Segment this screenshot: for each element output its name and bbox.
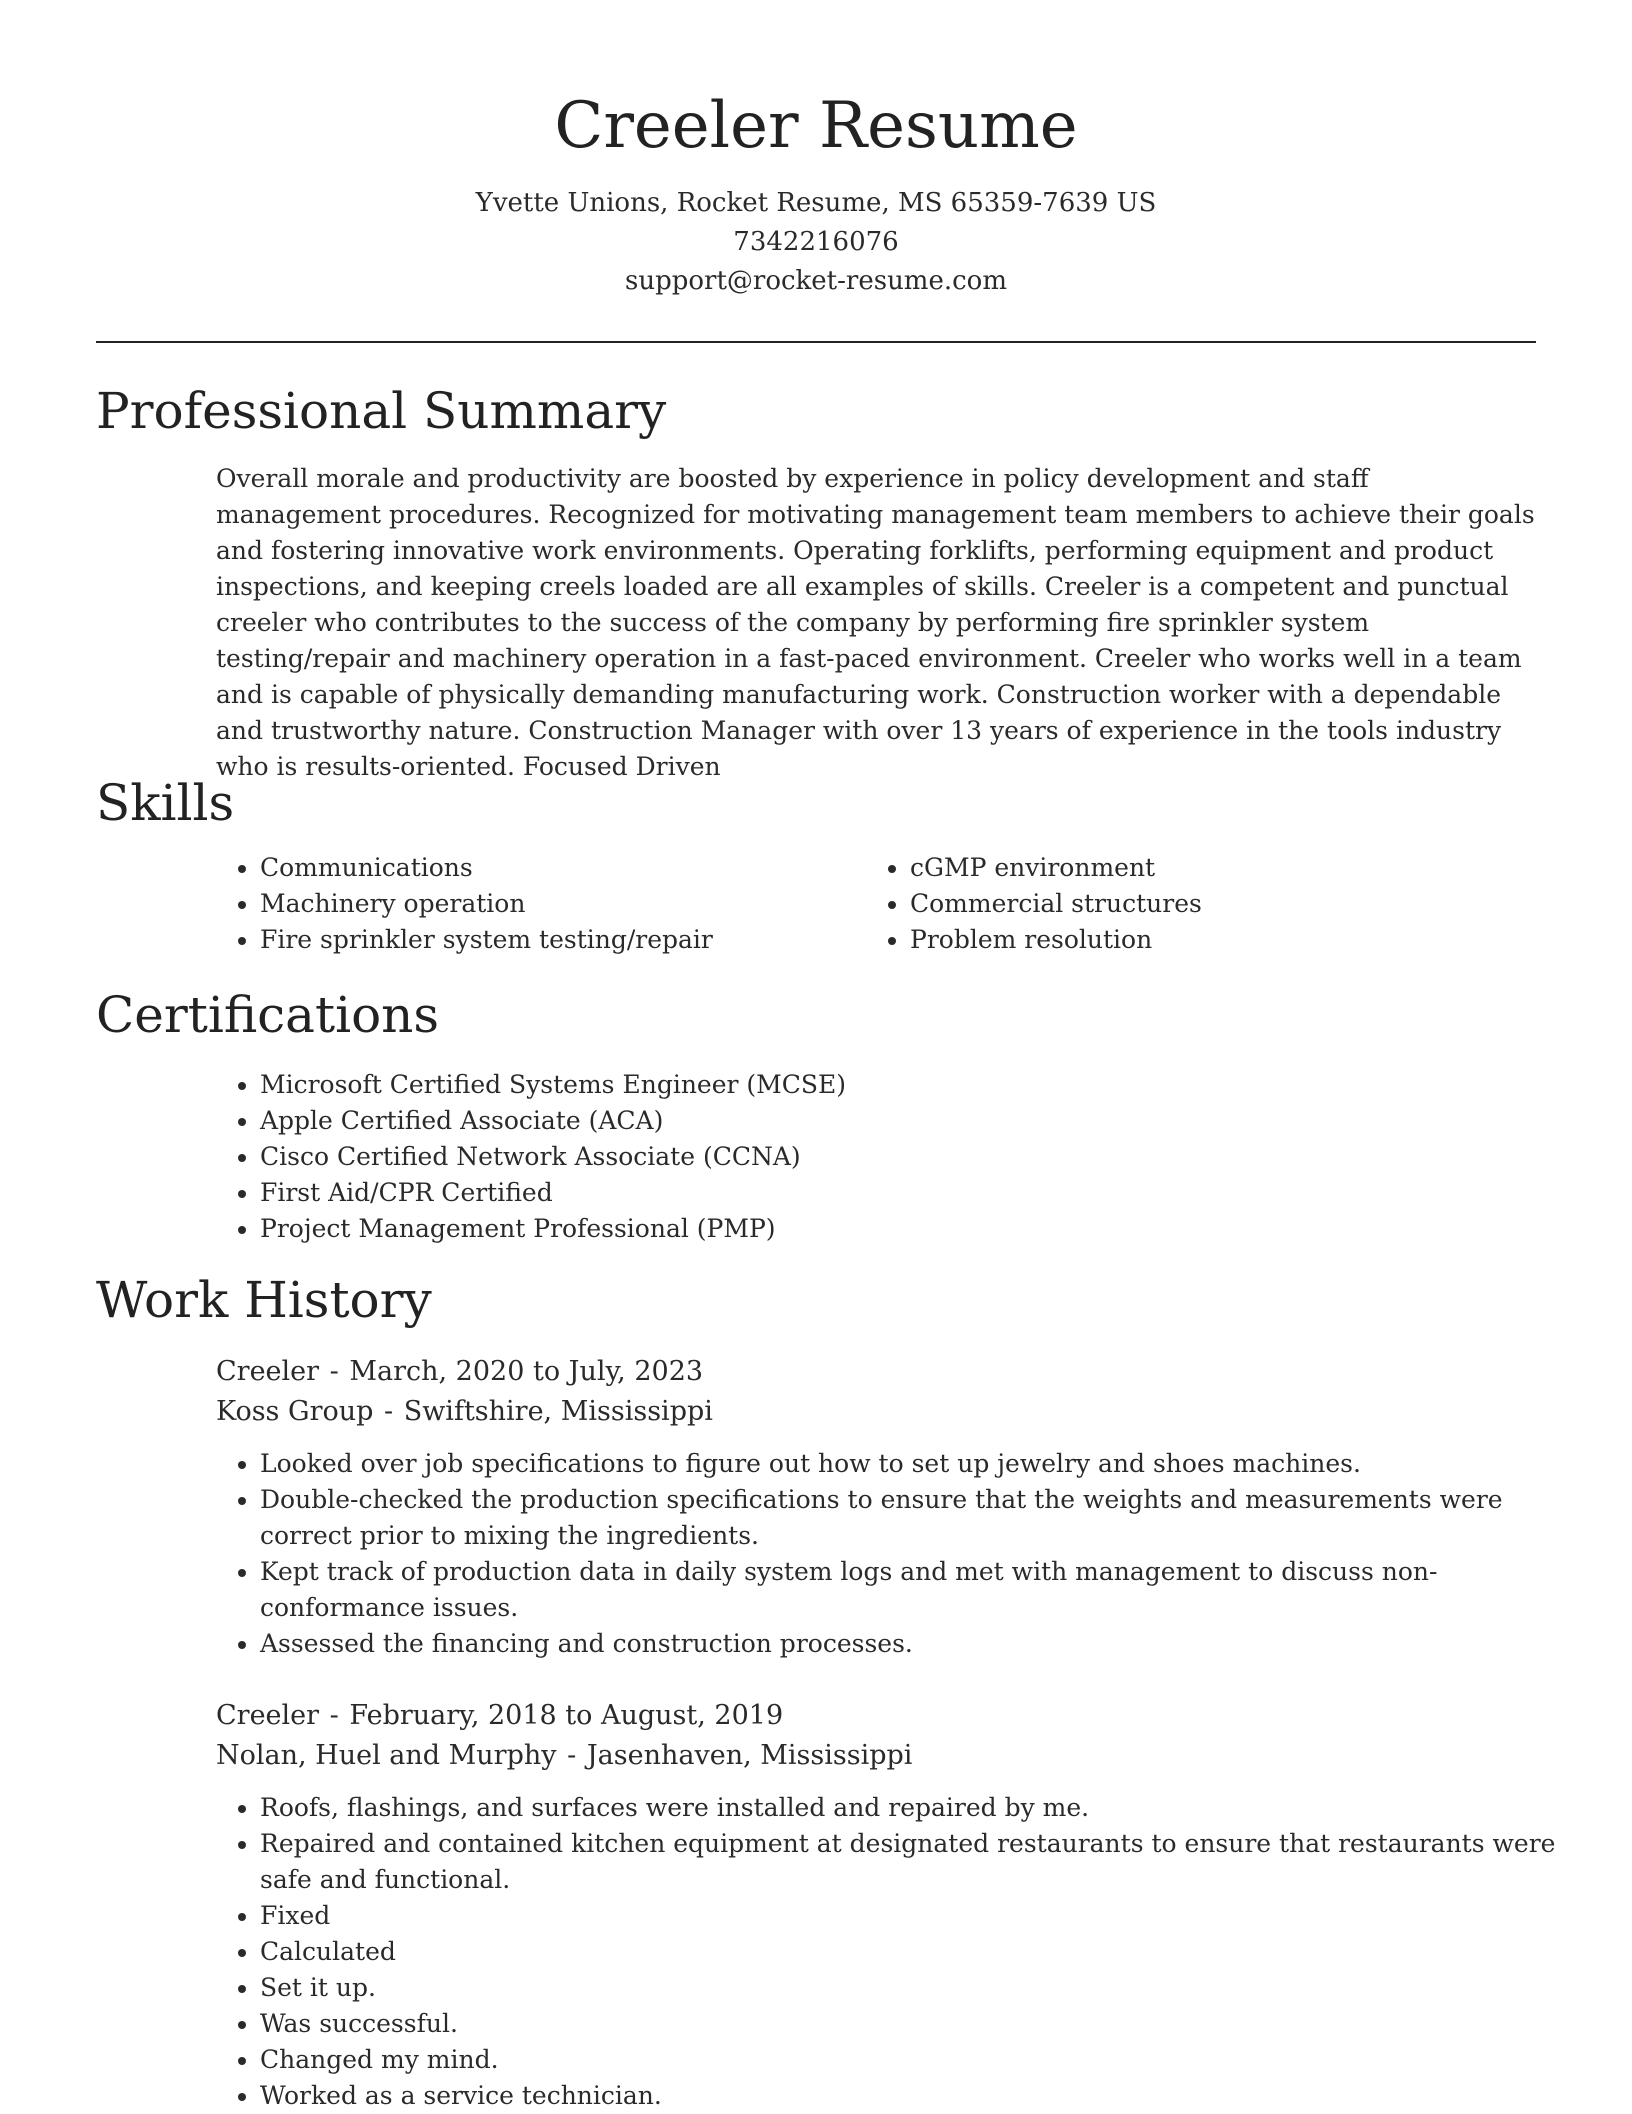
certification-item: • Apple Certified Associate (ACA): [260, 1103, 1580, 1139]
job-bullet: • Set it up.: [260, 1970, 1560, 2006]
job-employer-line: Nolan, Huel and Murphy - Jasenhaven, Mississippi: [216, 1740, 913, 1771]
job-bullet: • Calculated: [260, 1934, 1560, 1970]
resume-name: Creeler Resume: [554, 89, 1078, 163]
header-divider: [96, 341, 1536, 343]
skill-item: • Commercial structures: [910, 886, 1510, 922]
job-title-line: Creeler - March, 2020 to July, 2023: [216, 1356, 704, 1387]
contact-email: support@rocket-resume.com: [624, 266, 1007, 296]
job-location: Jasenhaven, Mississippi: [586, 1740, 913, 1771]
job-bullet: • Double-checked the production specifications to ensure that the weights and measurements were correct prior to mixing the ingredients.: [260, 1482, 1560, 1554]
certifications-heading: Certifications: [96, 986, 440, 1044]
job-dates: March, 2020 to July, 2023: [349, 1356, 704, 1387]
skills-list-right: [866, 850, 1510, 958]
job-company: Nolan, Huel and Murphy: [216, 1740, 557, 1771]
resume-header: [96, 82, 1536, 301]
skills-list-left: [216, 850, 860, 958]
job-bullet: • Looked over job specifications to figure out how to set up jewelry and shoes machines.: [260, 1446, 1560, 1482]
job-bullet: • Repaired and contained kitchen equipment at designated restaurants to ensure that restaurants were safe and functional.: [260, 1826, 1560, 1898]
work-history-heading: Work History: [96, 1271, 432, 1329]
job-role: Creeler: [216, 1700, 320, 1731]
contact-address: Yvette Unions, Rocket Resume, MS 65359-7639 US: [475, 188, 1157, 218]
job-title-line: Creeler - February, 2018 to August, 2019: [216, 1700, 784, 1731]
job-bullets: [216, 1790, 1560, 2114]
summary-heading: Professional Summary: [96, 382, 667, 440]
job-dates: February, 2018 to August, 2019: [349, 1700, 784, 1731]
job-bullet: • Assessed the financing and construction processes.: [260, 1626, 1560, 1662]
certifications-list: [216, 1067, 1580, 1247]
contact-phone: 7342216076: [733, 227, 899, 257]
job-bullet: • Was successful.: [260, 2006, 1560, 2042]
job-bullet: • Kept track of production data in daily system logs and met with management to discuss non-conformance issues.: [260, 1554, 1560, 1626]
skill-item: • Communications: [260, 850, 860, 886]
certification-item: • Project Management Professional (PMP): [260, 1211, 1580, 1247]
job-bullet: • Roofs, flashings, and surfaces were installed and repaired by me.: [260, 1790, 1560, 1826]
certification-item: • First Aid/CPR Certified: [260, 1175, 1580, 1211]
job-bullets: [216, 1446, 1560, 1662]
job-bullet: • Fixed: [260, 1898, 1560, 1934]
job-bullet: • Worked as a service technician.: [260, 2078, 1560, 2114]
certification-item: • Cisco Certified Network Associate (CCNA): [260, 1139, 1580, 1175]
skills-heading: Skills: [96, 774, 235, 832]
skill-item: • Machinery operation: [260, 886, 860, 922]
job-location: Swiftshire, Mississippi: [403, 1396, 713, 1427]
job-employer-line: Koss Group - Swiftshire, Mississippi: [216, 1396, 713, 1427]
job-company: Koss Group: [216, 1396, 374, 1427]
job-role: Creeler: [216, 1356, 320, 1387]
certification-item: • Microsoft Certified Systems Engineer (MCSE): [260, 1067, 1580, 1103]
skill-item: • Problem resolution: [910, 922, 1510, 958]
job-bullet: • Changed my mind.: [260, 2042, 1560, 2078]
skill-item: • cGMP environment: [910, 850, 1510, 886]
summary-text: Overall morale and productivity are boosted by experience in policy development and staff management procedures. Recognized for motivating management team members to achieve their goals and fostering innovative work environments. Operating forklifts, performing equipment and product inspections, and keeping creels loaded are all examples of skills. Creeler is a competent and punctual creeler who contributes to the success of the company by performing fire sprinkler system testing/repair and machinery operation in a fast-paced environment. Creeler who works well in a team and is capable of physically demanding manufacturing work. Construction worker with a dependable and trustworthy nature. Construction Manager with over 13 years of experience in the tools industry who is results-oriented. Focused Driven: [216, 464, 1535, 781]
skill-item: • Fire sprinkler system testing/repair: [260, 922, 860, 958]
